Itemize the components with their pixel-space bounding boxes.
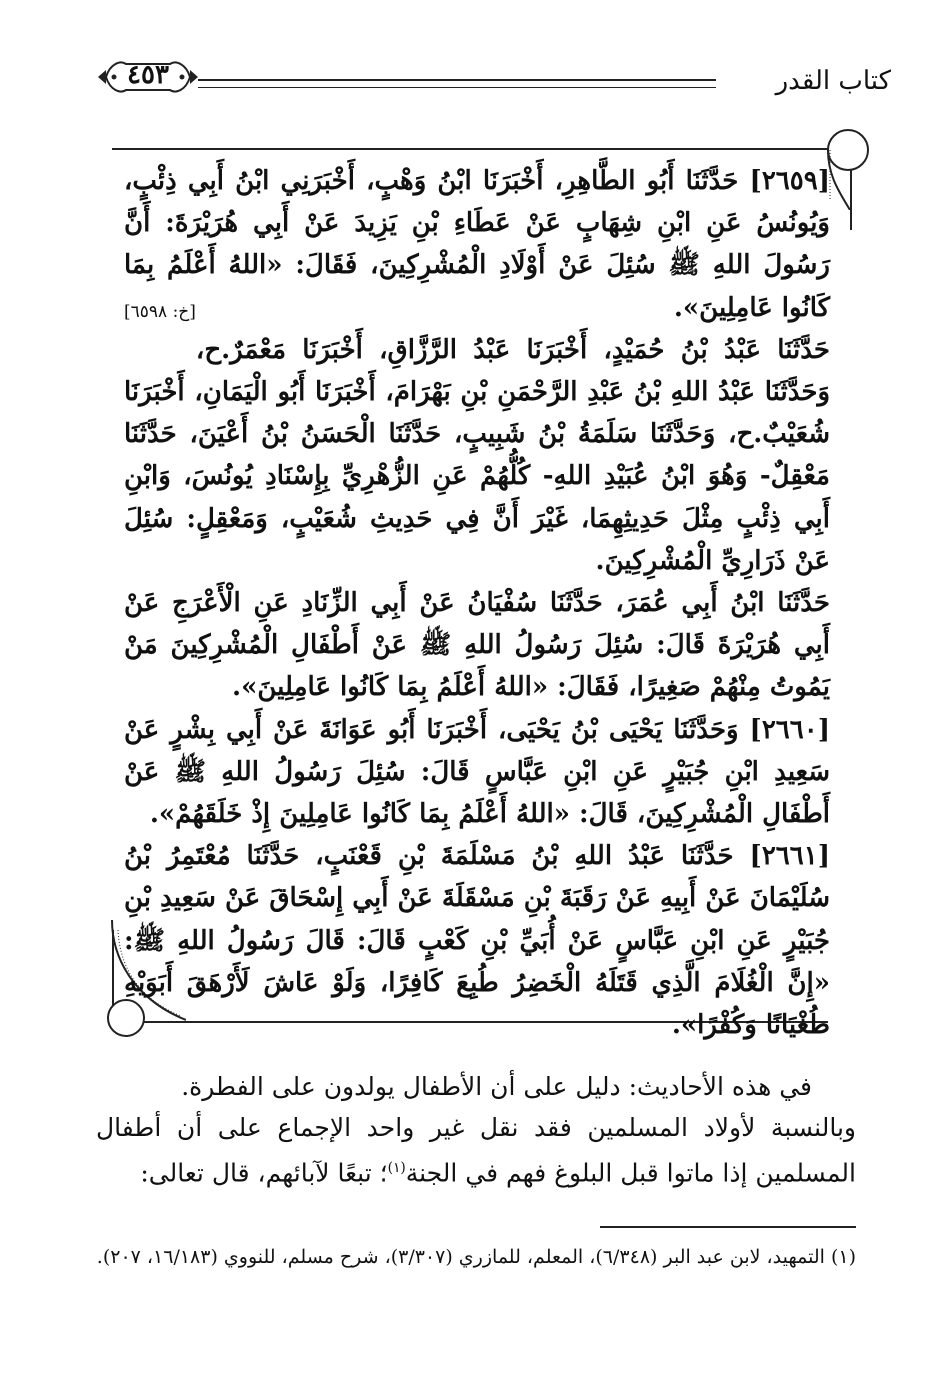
commentary-line-2: وبالنسبة لأولاد المسلمين فقد نقل غير واحد الإجماع على أن أطفال المسلمين إذا ماتوا قبل البلوغ فهم في الجنة$^{(١)}$؛ تبعًا لآبائهم، قال تعالى: (96, 1113, 856, 1188)
footnote-marker[interactable]: (١) (387, 1160, 406, 1176)
header-rule (198, 79, 716, 88)
hadith-text (124, 160, 830, 1046)
frame-top-rule (112, 148, 828, 150)
footnote (96, 1238, 856, 1276)
commentary-line-1: في هذه الأحاديث: دليل على أن الأطفال يولدون على الفطرة. (181, 1072, 812, 1101)
hadith-2659-chain-2: حَدَّثَنَا عَبْدُ بْنُ حُمَيْدٍ، أَخْبَرَنَا عَبْدُ الرَّزَّاقِ، أَخْبَرَنَا مَعْمَرٌ.ح، وَحَدَّثَنَا عَبْدُ اللهِ بْنُ عَبْدِ الرَّحْمَنِ بْنِ بَهْرَامَ، أَخْبَرَنَا أَبُو الْيَمَانِ، أَخْبَرَنَا شُعَيْبٌ.ح، وَحَدَّثَنَا سَلَمَةُ بْنُ شَبِيبٍ، حَدَّثَنَا الْحَسَنُ بْنُ أَعْيَنَ، حَدَّثَنَا مَعْقِلٌ- وَهُوَ ابْنُ عُبَيْدِ اللهِ- كُلُّهُمْ عَنِ الزُّهْرِيِّ بِإِسْنَادِ يُونُسَ، وَابْنِ أَبِي ذِئْبٍ مِثْلَ حَدِيثِهِمَا، غَيْرَ أَنَّ فِي حَدِيثِ شُعَيْبٍ، وَمَعْقِلٍ: سُئِلَ عَنْ ذَرَارِيِّ الْمُشْرِكِينَ. (124, 334, 830, 576)
cross-reference: [خ: ٦٥٩٨] (124, 301, 196, 322)
page-number: ٤٥٣ (127, 60, 169, 90)
footnote-1: (١) التمهيد، لابن عبد البر (٦/٣٤٨)، المعلم، للمازري (٣/٣٠٧)، شرح مسلم، للنووي (١٦/١٨٣، ٢٠٧). (96, 1246, 856, 1268)
hadith-2660: [٢٦٦٠] وَحَدَّثَنَا يَحْيَى بْنُ يَحْيَى، أَخْبَرَنَا أَبُو عَوَانَةَ عَنْ أَبِي بِشْرٍ عَنْ سَعِيدِ ابْنِ جُبَيْرٍ عَنِ ابْنِ عَبَّاسٍ قَالَ: سُئِلَ رَسُولُ اللهِ ﷺ عَنْ أَطْفَالِ الْمُشْرِكِينَ، قَالَ: «اللهُ أَعْلَمُ بِمَا كَانُوا عَامِلِينَ إِذْ خَلَقَهُمْ». (124, 714, 830, 830)
commentary (96, 1066, 856, 1193)
footnote-rule (600, 1226, 856, 1228)
page-number-ornament (96, 54, 200, 100)
running-title: كتاب القدر (775, 66, 891, 96)
hadith-2659: [٢٦٥٩] حَدَّثَنَا أَبُو الطَّاهِرِ، أَخْبَرَنَا ابْنُ وَهْبٍ، أَخْبَرَنِي ابْنُ أَبِي ذِئْبٍ، وَيُونُسُ عَنِ ابْنِ شِهَابٍ عَنْ عَطَاءِ بْنِ يَزِيدَ عَنْ أَبِي هُرَيْرَةَ: أَنَّ رَسُولَ اللهِ ﷺ سُئِلَ عَنْ أَوْلَادِ الْمُشْرِكِينَ، فَقَالَ: «اللهُ أَعْلَمُ بِمَا كَانُوا عَامِلِينَ». [خ: ٦٥٩٨] (124, 160, 830, 329)
hadith-2661: [٢٦٦١] حَدَّثَنَا عَبْدُ اللهِ بْنُ مَسْلَمَةَ بْنِ قَعْنَبٍ، حَدَّثَنَا مُعْتَمِرُ بْنُ سُلَيْمَانَ عَنْ أَبِيهِ عَنْ رَقَبَةَ بْنِ مَسْقَلَةَ عَنْ أَبِي إِسْحَاقَ عَنْ سَعِيدِ بْنِ جُبَيْرٍ عَنِ ابْنِ عَبَّاسٍ عَنْ أُبَيِّ بْنِ كَعْبٍ قَالَ: قَالَ رَسُولُ اللهِ ﷺ: «إِنَّ الْغُلَامَ الَّذِي قَتَلَهُ الْخَضِرُ طُبِعَ كَافِرًا، وَلَوْ عَاشَ لَأَرْهَقَ أَبَوَيْهِ طُغْيَانًا وَكُفْرًا». (124, 841, 830, 1041)
hadith-2659-chain-3: حَدَّثَنَا ابْنُ أَبِي عُمَرَ، حَدَّثَنَا سُفْيَانُ عَنْ أَبِي الزِّنَادِ عَنِ الْأَعْرَجِ عَنْ أَبِي هُرَيْرَةَ قَالَ: سُئِلَ رَسُولُ اللهِ ﷺ عَنْ أَطْفَالِ الْمُشْرِكِينَ مَنْ يَمُوتُ مِنْهُمْ صَغِيرًا، فَقَالَ: «اللهُ أَعْلَمُ بِمَا كَانُوا عَامِلِينَ». (124, 588, 830, 703)
